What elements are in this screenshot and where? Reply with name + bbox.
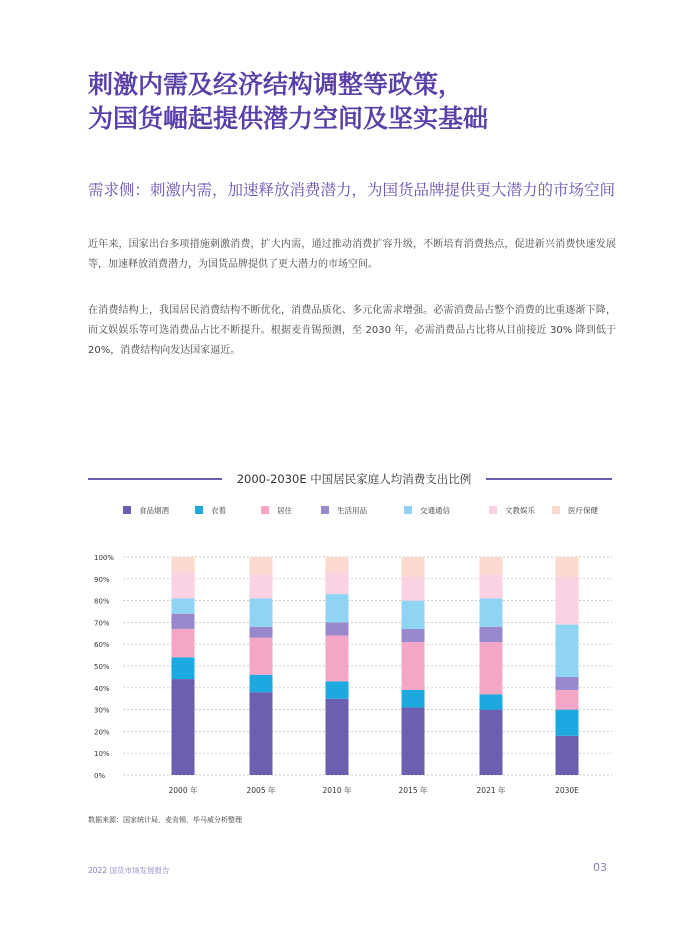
bar-segment — [480, 557, 503, 574]
legend-label: 衣着 — [211, 505, 226, 515]
x-tick-label: 2000 年 — [168, 786, 198, 795]
bar-segment — [402, 707, 425, 775]
bar-segment — [556, 625, 579, 677]
chart-title: 2000-2030E 中国居民家庭人均消费支出比例 — [236, 472, 472, 486]
bar-segment — [326, 681, 349, 698]
y-tick-label: 50% — [94, 663, 110, 671]
bar-segment — [402, 577, 425, 601]
y-tick-label: 30% — [94, 706, 110, 715]
x-tick-label: 2005 年 — [246, 786, 276, 795]
legend-label: 食品烟酒 — [139, 505, 169, 515]
bar-segment — [480, 574, 503, 598]
bar-segment — [480, 642, 503, 694]
x-tick-label: 2030E — [555, 786, 579, 795]
bar-segment — [172, 557, 195, 572]
bar-segment — [250, 598, 273, 626]
y-tick-label: 40% — [94, 684, 110, 693]
bar-segment — [402, 629, 425, 642]
legend-label: 居住 — [277, 505, 292, 515]
bar-segment — [556, 710, 579, 736]
bar-segment — [172, 629, 195, 657]
page-number: 03 — [593, 861, 607, 874]
bar-segment — [172, 657, 195, 679]
bar-segment — [250, 675, 273, 692]
bar-segment — [250, 638, 273, 675]
bar-segment — [556, 736, 579, 775]
bar-segment — [172, 598, 195, 613]
bar-segment — [250, 627, 273, 638]
bar-segment — [326, 635, 349, 681]
bar-segment — [250, 692, 273, 775]
bar-segment — [172, 679, 195, 775]
bar-segment — [172, 572, 195, 598]
legend-label: 文教娱乐 — [505, 505, 535, 515]
bar-segment — [326, 557, 349, 572]
bar-segment — [402, 601, 425, 629]
y-tick-label: 60% — [94, 641, 110, 650]
bar-segment — [402, 690, 425, 707]
bar-segment — [480, 627, 503, 642]
section-subtitle: 需求侧：刺激内需，加速释放消费潜力，为国货品牌提供更大潜力的市场空间 — [88, 181, 616, 199]
body-paragraph-2: 在消费结构上，我国居民消费结构不断优化，消费品质化、多元化需求增强。必需消费品占整个消费的比重逐渐下降，而文娱娱乐等可选消费品占比不断提升。根据麦肯锡预测，至 2030 年，必需消费品占比将从目前接近 30% 降到低于 20%，消费结构向发达国家逼近。 — [88, 305, 616, 356]
y-tick-label: 20% — [94, 728, 110, 737]
legend-label: 医疗保健 — [568, 505, 598, 515]
bar-segment — [326, 572, 349, 594]
bar-segment — [480, 710, 503, 775]
footer-report-name: 2022 国货市场发展报告 — [88, 866, 170, 875]
bar-segment — [480, 694, 503, 709]
x-tick-label: 2015 年 — [398, 786, 428, 795]
bar-segment — [326, 699, 349, 775]
bar-segment — [250, 557, 273, 574]
bar-segment — [250, 574, 273, 598]
y-tick-label: 100% — [94, 554, 115, 562]
bar-segment — [402, 557, 425, 577]
x-tick-label: 2010 年 — [322, 786, 352, 795]
page-title-line-1: 刺激内需及经济结构调整等政策， — [88, 70, 464, 99]
bar-segment — [556, 577, 579, 625]
bar-segment — [326, 594, 349, 622]
y-tick-label: 90% — [94, 575, 110, 584]
body-paragraph-1: 近年来，国家出台多项措施刺激消费，扩大内需，通过推动消费扩容升级，不断培育消费热点，促进新兴消费快速发展等，加速释放消费潜力，为国货品牌提供了更大潜力的市场空间。 — [88, 239, 616, 270]
bar-segment — [326, 622, 349, 635]
bar-segment — [480, 598, 503, 626]
source-note: 数据来源：国家统计局，麦肯锡，毕马威分析整理 — [88, 816, 242, 824]
bar-segment — [556, 677, 579, 690]
y-tick-label: 70% — [94, 619, 110, 628]
legend-label: 生活用品 — [337, 505, 367, 515]
bar-segment — [556, 557, 579, 577]
page-title-line-2: 为国货崛起提供潜力空间及坚实基础 — [88, 104, 489, 133]
y-tick-label: 80% — [94, 597, 110, 606]
y-tick-label: 10% — [94, 750, 110, 759]
bar-segment — [556, 690, 579, 710]
bar-segment — [172, 614, 195, 629]
bar-segment — [402, 642, 425, 690]
x-tick-label: 2021 年 — [476, 786, 506, 795]
legend-label: 交通通信 — [420, 505, 450, 515]
y-tick-label: 0% — [94, 772, 106, 780]
